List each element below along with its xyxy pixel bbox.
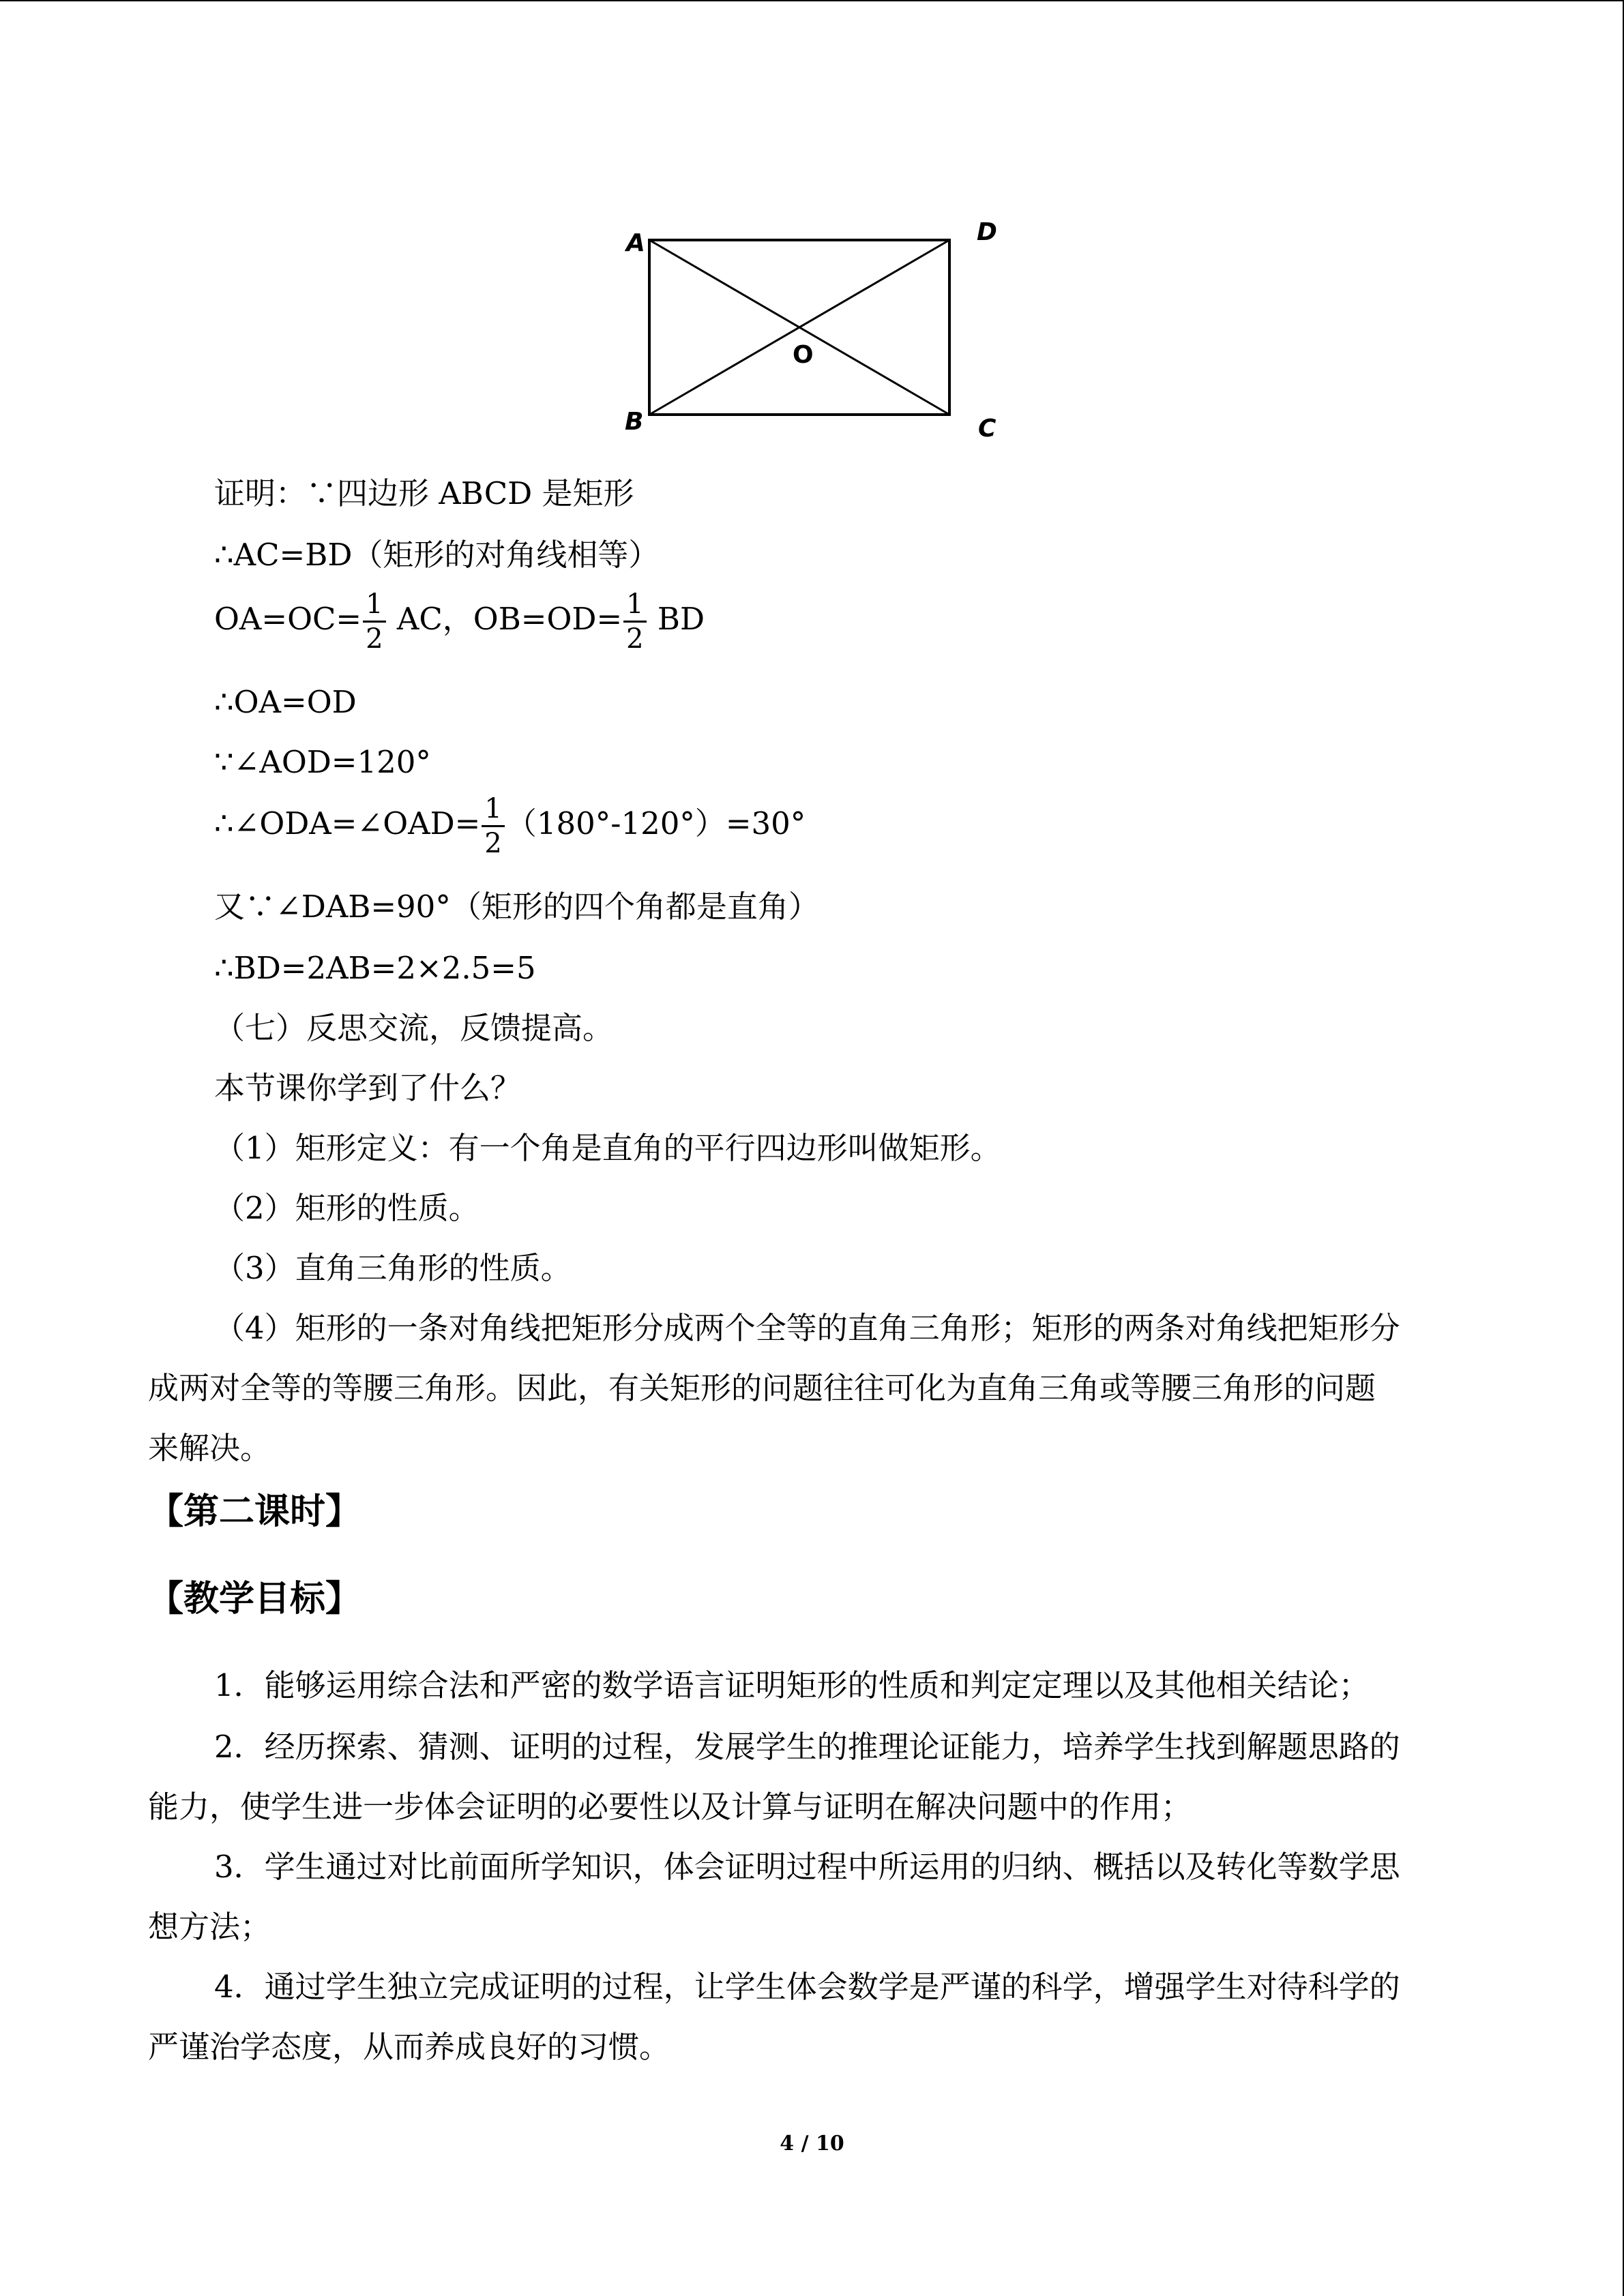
proof-line-8: ∴BD=2AB=2×2.5=5 <box>214 950 536 986</box>
vertex-label-a: A <box>626 229 645 257</box>
proof-line-4: ∴OA=OD <box>214 684 357 720</box>
proof-line-5: ∵∠AOD=120° <box>214 744 431 780</box>
vertex-label-d: D <box>977 218 997 246</box>
rectangle-diagram <box>600 205 1009 450</box>
top-border <box>0 0 1624 1</box>
proof-line-2: ∴AC=BD（矩形的对角线相等） <box>214 537 660 573</box>
proof-line-3 <box>214 586 705 655</box>
reflection-item-4-line-2: 成两对全等的等腰三角形。因此，有关矩形的问题往往可化为直角三角或等腰三角形的问题 <box>148 1370 1376 1406</box>
section-title-teaching-objectives: 【教学目标】 <box>148 1579 361 1620</box>
fraction-half-1 <box>363 588 385 655</box>
fraction-half-2 <box>623 588 646 655</box>
fraction-half-3 <box>482 792 504 860</box>
reflection-item-3: （3）直角三角形的性质。 <box>214 1250 572 1286</box>
vertex-label-c: C <box>978 415 996 443</box>
objective-3-line-2: 想方法； <box>148 1909 271 1945</box>
reflection-item-4-line-1: （4）矩形的一条对角线把矩形分成两个全等的直角三角形；矩形的两条对角线把矩形分 <box>214 1310 1400 1346</box>
proof-line-7: 又∵∠DAB=90°（矩形的四个角都是直角） <box>214 889 819 925</box>
proof-line-3-part-a: OA=OC= <box>214 601 362 637</box>
reflection-item-1: （1）矩形定义：有一个角是直角的平行四边形叫做矩形。 <box>214 1130 1001 1166</box>
objective-3-line-1: 3．学生通过对比前面所学知识，体会证明过程中所运用的归纳、概括以及转化等数学思 <box>214 1849 1400 1885</box>
fraction-numerator: 1 <box>363 588 385 623</box>
proof-line-6 <box>214 791 806 859</box>
proof-line-6-part-a: ∴∠ODA=∠OAD= <box>214 805 481 841</box>
objective-1: 1．能够运用综合法和严密的数学语言证明矩形的性质和判定定理以及其他相关结论； <box>214 1667 1370 1703</box>
fraction-denominator: 2 <box>484 828 502 859</box>
reflection-question: 本节课你学到了什么？ <box>214 1070 522 1106</box>
proof-line-3-part-b: AC，OB=OD= <box>387 601 623 637</box>
reflection-heading: （七）反思交流，反馈提高。 <box>214 1010 614 1046</box>
proof-line-1: 证明：∵四边形 ABCD 是矩形 <box>214 475 634 511</box>
fraction-numerator: 1 <box>623 588 646 623</box>
page-number: 4 / 10 <box>780 2132 844 2156</box>
section-title-second-lesson: 【第二课时】 <box>148 1491 361 1532</box>
fraction-denominator: 2 <box>626 623 644 655</box>
reflection-item-4-line-3: 来解决。 <box>148 1430 271 1466</box>
proof-line-3-part-c: BD <box>647 601 705 637</box>
objective-4-line-1: 4．通过学生独立完成证明的过程，让学生体会数学是严谨的科学，增强学生对待科学的 <box>214 1969 1400 2005</box>
vertex-label-b: B <box>625 408 644 436</box>
fraction-denominator: 2 <box>366 623 383 655</box>
fraction-numerator: 1 <box>482 792 504 827</box>
objective-2-line-1: 2．经历探索、猜测、证明的过程，发展学生的推理论证能力，培养学生找到解题思路的 <box>214 1729 1400 1765</box>
proof-line-6-part-b: （180°-120°）=30° <box>505 805 806 841</box>
center-label-o: O <box>793 341 814 369</box>
reflection-item-2: （2）矩形的性质。 <box>214 1190 479 1226</box>
objective-2-line-2: 能力，使学生进一步体会证明的必要性以及计算与证明在解决问题中的作用； <box>148 1789 1192 1825</box>
objective-4-line-2: 严谨治学态度，从而养成良好的习惯。 <box>148 2029 670 2065</box>
